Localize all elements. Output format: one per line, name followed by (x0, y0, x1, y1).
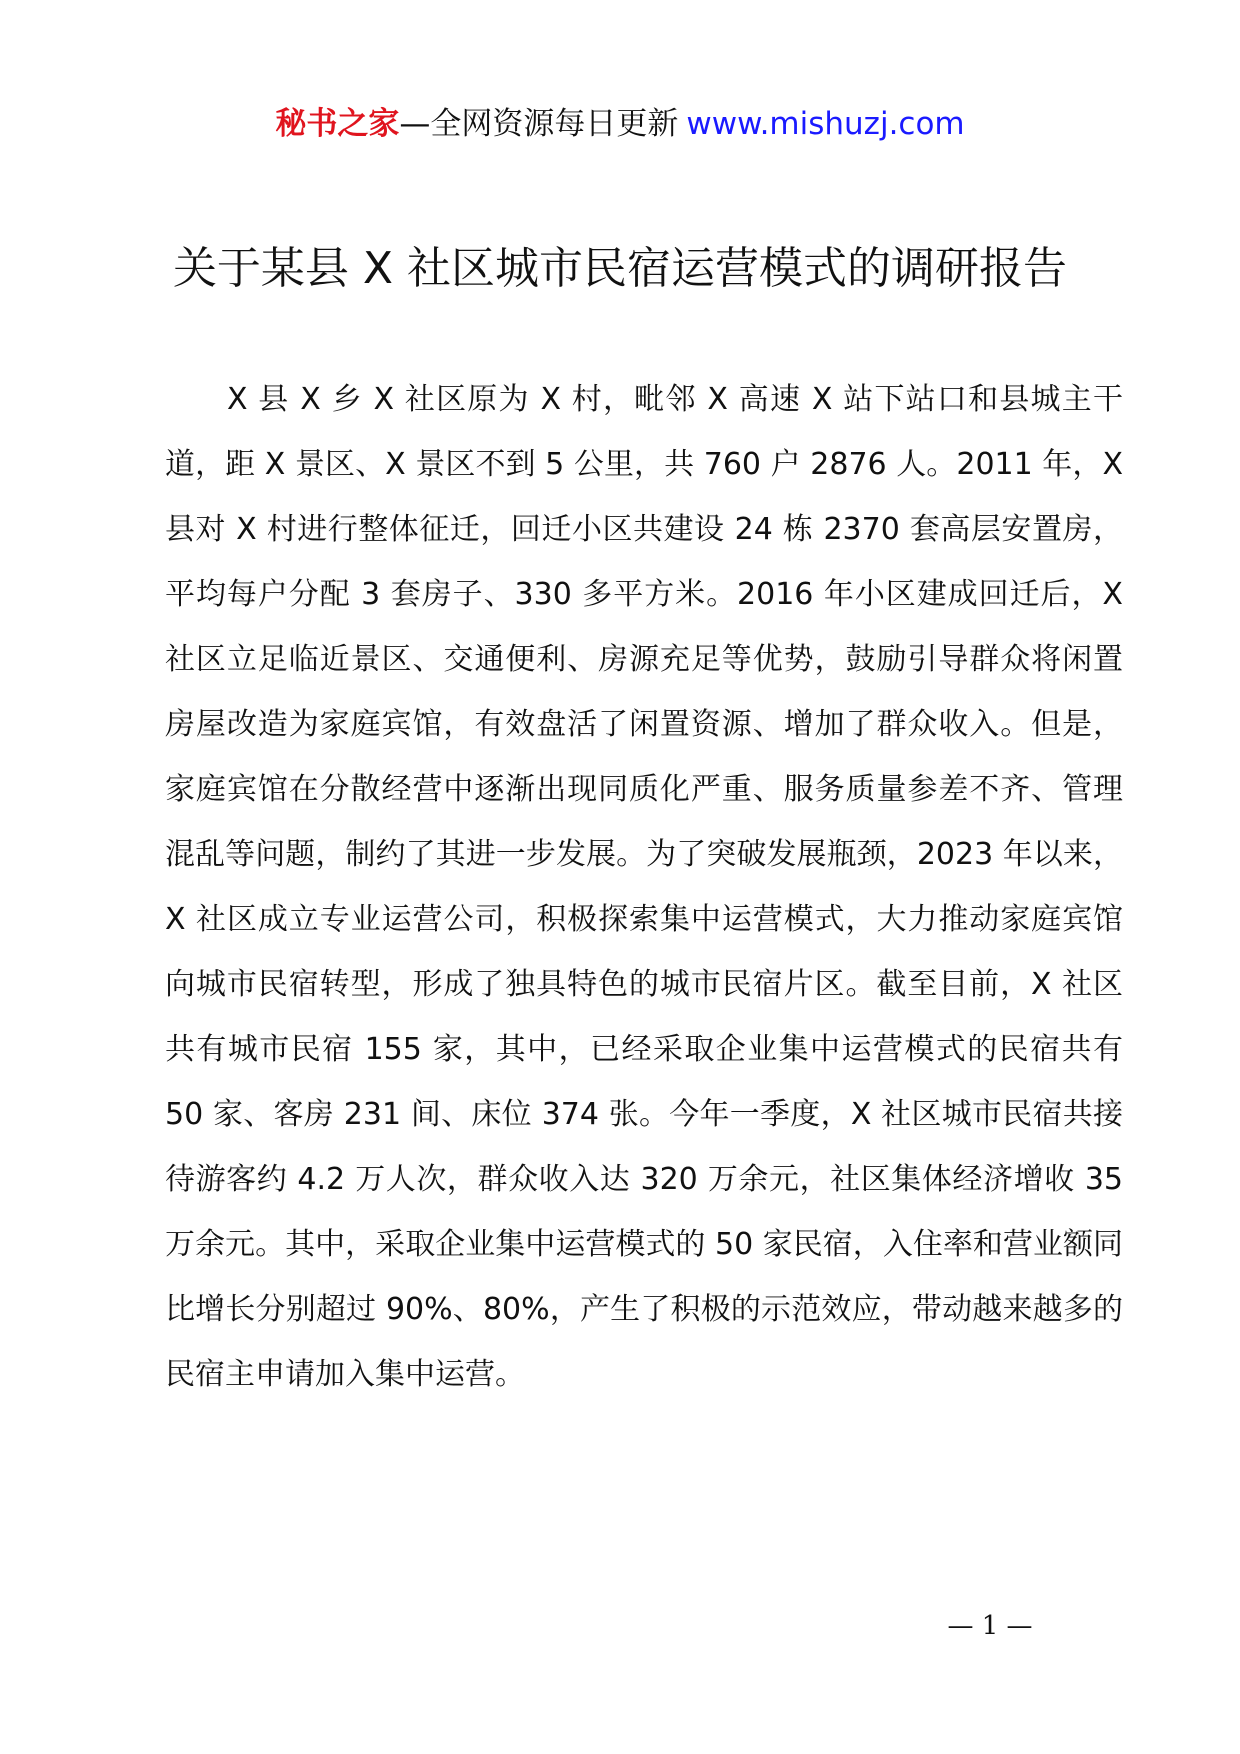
site-banner (0, 100, 1240, 148)
page-number: — 1 — (947, 1611, 1033, 1641)
banner-tagline: —全网资源每日更新 (399, 106, 679, 142)
site-url-link[interactable]: www.mishuzj.com (686, 106, 965, 142)
body-paragraph: X 县 X 乡 X 社区原为 X 村，毗邻 X 高速 X 站下站口和县城主干道，距 X 景区、X 景区不到 5 公里，共 760 户 2876 人。2011 年，X 县对 X 村进行整体征迁，回迁小区共建设 24 栋 2370 套高层安置房，平均每户分配 3 套房子、330 多平方米。2016 年小区建成回迁后，X 社区立足临近景区、交通便利、房源充足等优势，鼓励引导群众将闲置房屋改造为家庭宾馆，有效盘活了闲置资源、增加了群众收入。但是，家庭宾馆在分散经营中逐渐出现同质化严重、服务质量参差不齐、管理混乱等问题，制约了其进一步发展。为了突破发展瓶颈，2023 年以来，X 社区成立专业运营公司，积极探索集中运营模式，大力推动家庭宾馆向城市民宿转型，形成了独具特色的城市民宿片区。截至目前，X 社区共有城市民宿 155 家，其中，已经采取企业集中运营模式的民宿共有 50 家、客房 231 间、床位 374 张。今年一季度，X 社区城市民宿共接待游客约 4.2 万人次，群众收入达 320 万余元，社区集体经济增收 35 万余元。其中，采取企业集中运营模式的 50 家民宿，入住率和营业额同比增长分别超过 90%、80%，产生了积极的示范效应，带动越来越多的民宿主申请加入集中运营。 (165, 382, 1123, 1392)
document-title: 关于某县 X 社区城市民宿运营模式的调研报告 (172, 243, 1068, 294)
brand-name: 秘书之家 (275, 106, 400, 142)
